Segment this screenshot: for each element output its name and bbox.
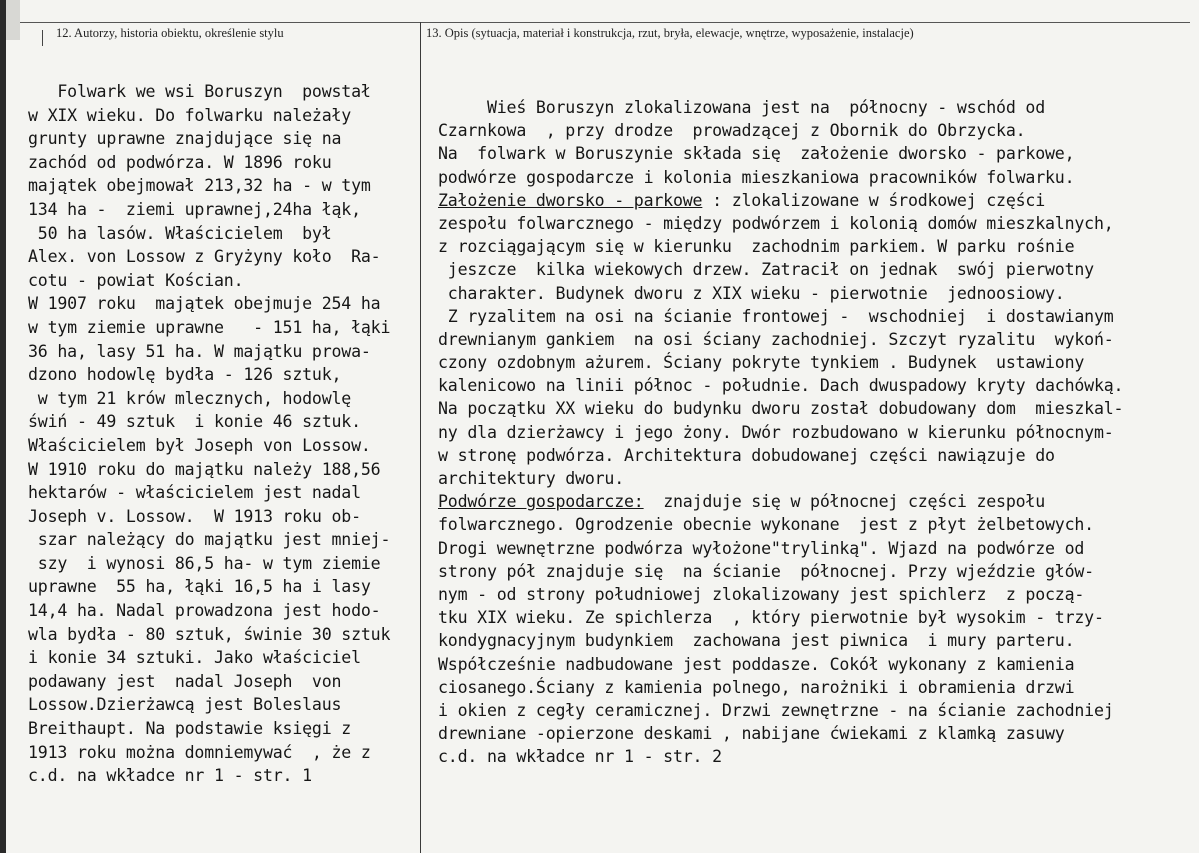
text-line: podawany jest nadal Joseph von	[28, 671, 342, 691]
text-line: Współcześnie nadbudowane jest poddasze. Cokół wykonany z kamienia	[438, 654, 1075, 674]
text-line: i konie 34 sztuki. Jako właściciel	[28, 648, 361, 668]
text-line: Z ryzalitem na osi na ścianie frontowej - wschodniej i dostawianym	[438, 306, 1114, 326]
text-line: drewniane -opierzone deskami , nabijane ćwiekami z klamką zasuwy	[438, 724, 1065, 744]
text-line: ny dla dzierżawcy i jego żony. Dwór rozbudowano w kierunku północnym-	[438, 422, 1114, 442]
text-line: c.d. na wkładce nr 1 - str. 1	[28, 766, 312, 786]
section-title: Założenie dworsko - parkowe	[438, 190, 703, 210]
history-text	[28, 80, 416, 788]
text-line	[438, 490, 1193, 513]
text-line: szy i wynosi 86,5 ha- w tym ziemie	[28, 553, 381, 573]
scan-edge-corner	[6, 0, 20, 40]
text-line: 50 ha lasów. Właścicielem był	[28, 223, 332, 243]
text-line: Właścicielem był Joseph von Lossow.	[28, 435, 371, 455]
text-line: Alex. von Lossow z Gryżyny koło Ra-	[28, 247, 381, 267]
text-line: z rozciągającym się w kierunku zachodnim parkiem. W parku rośnie	[438, 237, 1075, 257]
margin-mark	[42, 30, 43, 46]
text-line: Wieś Boruszyn zlokalizowana jest na północny - wschód od	[438, 98, 1045, 117]
text-line: Joseph v. Lossow. W 1913 roku ob-	[28, 506, 361, 526]
text-line: 14,4 ha. Nadal prowadzona jest hodo-	[28, 601, 381, 621]
text-line: W 1907 roku majątek obejmuje 254 ha	[28, 294, 381, 314]
text-line: wla bydła - 80 sztuk, świnie 30 sztuk	[28, 624, 391, 644]
text-line: Lossow.Dzierżawcą jest Boleslaus	[28, 695, 342, 715]
text-line: dzono hodowlę bydła - 126 sztuk,	[28, 365, 342, 385]
section-title: Podwórze gospodarcze:	[438, 492, 644, 512]
text-line: architektury dworu.	[438, 469, 625, 488]
text-line: Na początku XX wieku do budynku dworu został dobudowany dom mieszkal-	[438, 399, 1124, 419]
text-line: ciosanego.Ściany z kamienia polnego, narożniki i obramienia drzwi	[438, 677, 1075, 697]
text-line: 134 ha - ziemi uprawnej,24ha łąk,	[28, 199, 361, 219]
text-line: szar należący do majątku jest mniej-	[28, 530, 391, 550]
section-text: znajduje się w północnej części zespołu	[643, 492, 1046, 512]
text-line: Folwark we wsi Boruszyn powstał	[28, 82, 371, 101]
text-line: zespołu folwarcznego - między podwórzem i kolonią domów mieszkalnych,	[438, 213, 1114, 233]
text-line: Czarnkowa , przy drodze prowadzącej z Obornik do Obrzycka.	[438, 121, 1026, 141]
text-line: 1913 roku można domniemywać , że z	[28, 742, 371, 762]
text-line: W 1910 roku do majątku należy 188,56	[28, 459, 381, 479]
left-column-heading: 12. Autorzy, historia obiektu, określenie stylu	[56, 26, 284, 40]
right-column-heading: 13. Opis (sytuacja, materiał i konstrukcja, rzut, bryła, elewacje, wnętrze, wyposażenie, instalacje)	[426, 26, 914, 40]
text-line: tku XIX wieku. Ze spichlerza , który pierwotnie był wysokim - trzy-	[438, 608, 1104, 628]
text-line: podwórze gospodarcze i kolonia mieszkaniowa pracowników folwarku.	[438, 167, 1075, 187]
text-line: w XIX wieku. Do folwarku należały	[28, 105, 352, 125]
text-line: nym - od strony południowej zlokalizowany jest spichlerz z począ-	[438, 584, 1085, 604]
text-line: w tym ziemie uprawne - 151 ha, łąki	[28, 317, 391, 337]
text-line: w tym 21 krów mlecznych, hodowlę	[28, 388, 352, 408]
section-text: : zlokalizowane w środkowej części	[702, 190, 1046, 210]
text-line: Drogi wewnętrzne podwórza wyłożone"trylinką". Wjazd na podwórze od	[438, 538, 1085, 558]
text-line: grunty uprawne znajdujące się na	[28, 129, 342, 149]
text-line: hektarów - właścicielem jest nadal	[28, 483, 361, 503]
text-line: świń - 49 sztuk i konie 46 sztuk.	[28, 412, 361, 432]
text-line: i okien z cegły ceramicznej. Drzwi zewnętrzne - na ścianie zachodniej	[438, 700, 1114, 720]
top-rule	[20, 22, 1190, 23]
text-line: uprawne 55 ha, łąki 16,5 ha i lasy	[28, 577, 371, 597]
column-divider	[420, 22, 421, 853]
text-line: Na folwark w Boruszynie składa się założenie dworsko - parkowe,	[438, 144, 1075, 164]
text-line: 36 ha, lasy 51 ha. W majątku prowa-	[28, 341, 371, 361]
text-line: strony pół znajduje się na ścianie północnej. Przy wjeździe głów-	[438, 561, 1094, 581]
text-line: charakter. Budynek dworu z XIX wieku - pierwotnie jednoosiowy.	[438, 283, 1065, 303]
text-line: kondygnacyjnym budynkiem zachowana jest piwnica i mury parteru.	[438, 631, 1075, 651]
text-line: majątek obejmował 213,32 ha - w tym	[28, 176, 371, 196]
text-line: folwarcznego. Ogrodzenie obecnie wykonane jest z płyt żelbetowych.	[438, 515, 1094, 535]
text-line: drewnianym gankiem na osi ściany zachodniej. Szczyt ryzalitu wykoń-	[438, 329, 1114, 349]
description-text	[438, 96, 1193, 768]
text-line: Breithaupt. Na podstawie księgi z	[28, 719, 352, 739]
text-line: zachód od podwórza. W 1896 roku	[28, 152, 332, 172]
text-line: c.d. na wkładce nr 1 - str. 2	[438, 747, 722, 767]
text-line: cotu - powiat Kościan.	[28, 270, 244, 290]
text-line	[438, 189, 1193, 212]
text-line: jeszcze kilka wiekowych drzew. Zatracił on jednak swój pierwotny	[438, 260, 1094, 280]
text-line: czony ozdobnym ażurem. Ściany pokryte tynkiem . Budynek ustawiony	[438, 353, 1085, 373]
text-line: w stronę podwórza. Architektura dobudowanej części nawiązuje do	[438, 445, 1055, 465]
text-line: kalenicowo na linii północ - południe. Dach dwuspadowy kryty dachówką.	[438, 376, 1124, 396]
scan-edge	[0, 0, 6, 853]
